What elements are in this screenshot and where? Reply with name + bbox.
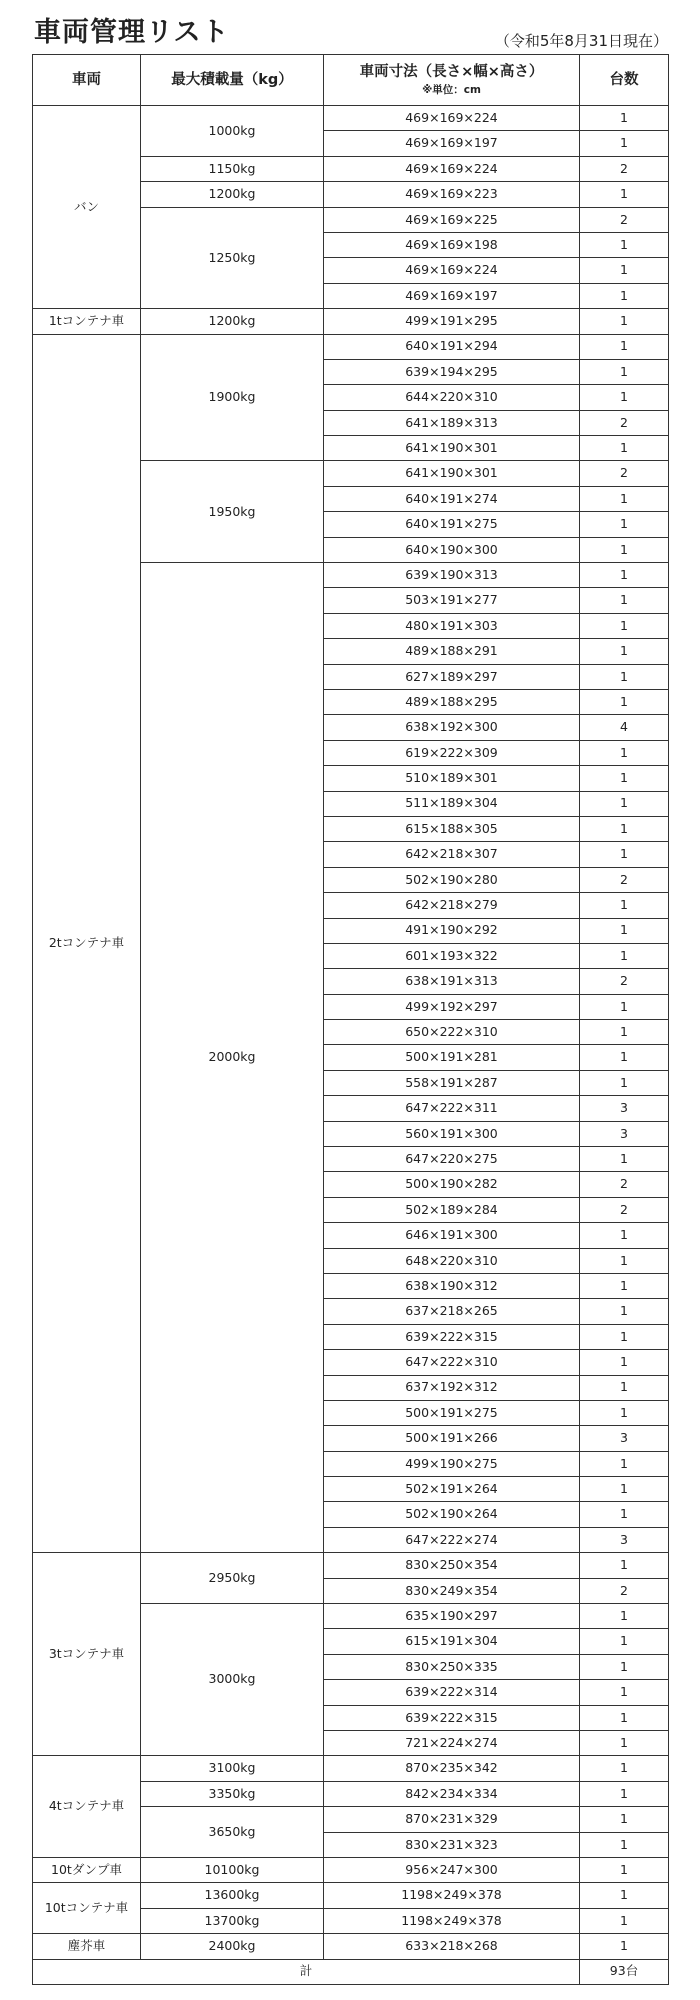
dimensions-cell: 639×194×295 bbox=[324, 359, 580, 384]
dimensions-cell: 956×247×300 bbox=[324, 1857, 580, 1882]
dimensions-cell: 615×191×304 bbox=[324, 1629, 580, 1654]
count-cell: 1 bbox=[580, 334, 669, 359]
count-cell: 1 bbox=[580, 842, 669, 867]
count-cell: 1 bbox=[580, 588, 669, 613]
vehicle-cell: 10tダンプ車 bbox=[33, 1857, 141, 1882]
count-cell: 1 bbox=[580, 918, 669, 943]
count-cell: 1 bbox=[580, 1070, 669, 1095]
count-cell: 1 bbox=[580, 816, 669, 841]
dimensions-cell: 469×169×197 bbox=[324, 131, 580, 156]
dimensions-cell: 633×218×268 bbox=[324, 1934, 580, 1959]
count-cell: 1 bbox=[580, 1350, 669, 1375]
count-cell: 1 bbox=[580, 1832, 669, 1857]
dimensions-cell: 480×191×303 bbox=[324, 613, 580, 638]
capacity-cell: 3350kg bbox=[141, 1781, 324, 1806]
count-cell: 2 bbox=[580, 867, 669, 892]
capacity-cell: 2000kg bbox=[141, 563, 324, 1553]
dimensions-cell: 638×192×300 bbox=[324, 715, 580, 740]
count-cell: 1 bbox=[580, 943, 669, 968]
count-cell: 1 bbox=[580, 1248, 669, 1273]
count-cell: 1 bbox=[580, 1299, 669, 1324]
count-cell: 1 bbox=[580, 1451, 669, 1476]
count-cell: 2 bbox=[580, 1578, 669, 1603]
total-label: 計 bbox=[33, 1959, 580, 1984]
dimensions-cell: 499×192×297 bbox=[324, 994, 580, 1019]
header-dimensions-label: 車両寸法（長さ×幅×高さ） bbox=[359, 63, 544, 80]
capacity-cell: 2950kg bbox=[141, 1553, 324, 1604]
count-cell: 3 bbox=[580, 1426, 669, 1451]
count-cell: 1 bbox=[580, 1857, 669, 1882]
dimensions-cell: 647×222×310 bbox=[324, 1350, 580, 1375]
capacity-cell: 3650kg bbox=[141, 1807, 324, 1858]
dimensions-cell: 511×189×304 bbox=[324, 791, 580, 816]
dimensions-cell: 642×218×279 bbox=[324, 893, 580, 918]
dimensions-cell: 842×234×334 bbox=[324, 1781, 580, 1806]
capacity-cell: 13700kg bbox=[141, 1908, 324, 1933]
dimensions-cell: 469×169×225 bbox=[324, 207, 580, 232]
dimensions-cell: 502×190×264 bbox=[324, 1502, 580, 1527]
table-row bbox=[33, 106, 669, 131]
count-cell: 1 bbox=[580, 994, 669, 1019]
count-cell: 3 bbox=[580, 1527, 669, 1552]
total-value: 93台 bbox=[580, 1959, 669, 1984]
header-row bbox=[33, 55, 669, 106]
dimensions-cell: 638×191×313 bbox=[324, 969, 580, 994]
count-cell: 1 bbox=[580, 893, 669, 918]
count-cell: 2 bbox=[580, 156, 669, 181]
dimensions-cell: 640×191×274 bbox=[324, 486, 580, 511]
header-capacity: 最大積載量（kg） bbox=[141, 55, 324, 106]
dimensions-cell: 491×190×292 bbox=[324, 918, 580, 943]
count-cell: 1 bbox=[580, 1883, 669, 1908]
count-cell: 1 bbox=[580, 258, 669, 283]
dimensions-cell: 870×235×342 bbox=[324, 1756, 580, 1781]
count-cell: 1 bbox=[580, 283, 669, 308]
table-row bbox=[33, 334, 669, 359]
table-body bbox=[33, 106, 669, 1960]
dimensions-cell: 639×222×315 bbox=[324, 1324, 580, 1349]
vehicle-cell: 2tコンテナ車 bbox=[33, 334, 141, 1553]
count-cell: 1 bbox=[580, 1807, 669, 1832]
table-row bbox=[33, 1756, 669, 1781]
table-row bbox=[33, 1553, 669, 1578]
count-cell: 1 bbox=[580, 486, 669, 511]
count-cell: 1 bbox=[580, 664, 669, 689]
dimensions-cell: 627×189×297 bbox=[324, 664, 580, 689]
dimensions-cell: 469×169×224 bbox=[324, 258, 580, 283]
capacity-cell: 3100kg bbox=[141, 1756, 324, 1781]
count-cell: 2 bbox=[580, 969, 669, 994]
dimensions-cell: 601×193×322 bbox=[324, 943, 580, 968]
count-cell: 1 bbox=[580, 182, 669, 207]
vehicle-cell: 1tコンテナ車 bbox=[33, 309, 141, 334]
table-row bbox=[33, 1934, 669, 1959]
count-cell: 1 bbox=[580, 131, 669, 156]
total-row bbox=[33, 1959, 669, 1984]
capacity-cell: 2400kg bbox=[141, 1934, 324, 1959]
vehicle-cell: バン bbox=[33, 106, 141, 309]
dimensions-cell: 870×231×329 bbox=[324, 1807, 580, 1832]
dimensions-cell: 639×222×314 bbox=[324, 1680, 580, 1705]
dimensions-cell: 1198×249×378 bbox=[324, 1883, 580, 1908]
count-cell: 1 bbox=[580, 1400, 669, 1425]
count-cell: 1 bbox=[580, 1020, 669, 1045]
vehicle-cell: 塵芥車 bbox=[33, 1934, 141, 1959]
count-cell: 1 bbox=[580, 1654, 669, 1679]
dimensions-cell: 635×190×297 bbox=[324, 1604, 580, 1629]
dimensions-cell: 637×192×312 bbox=[324, 1375, 580, 1400]
dimensions-cell: 721×224×274 bbox=[324, 1731, 580, 1756]
capacity-cell: 1250kg bbox=[141, 207, 324, 309]
dimensions-cell: 830×231×323 bbox=[324, 1832, 580, 1857]
dimensions-cell: 639×190×313 bbox=[324, 563, 580, 588]
capacity-cell: 3000kg bbox=[141, 1604, 324, 1756]
count-cell: 1 bbox=[580, 563, 669, 588]
count-cell: 1 bbox=[580, 1705, 669, 1730]
dimensions-cell: 500×190×282 bbox=[324, 1172, 580, 1197]
count-cell: 1 bbox=[580, 1934, 669, 1959]
dimensions-cell: 830×250×354 bbox=[324, 1553, 580, 1578]
dimensions-cell: 647×222×311 bbox=[324, 1096, 580, 1121]
dimensions-cell: 641×190×301 bbox=[324, 461, 580, 486]
vehicle-cell: 3tコンテナ車 bbox=[33, 1553, 141, 1756]
count-cell: 1 bbox=[580, 1553, 669, 1578]
count-cell: 2 bbox=[580, 207, 669, 232]
count-cell: 1 bbox=[580, 1629, 669, 1654]
dimensions-cell: 510×189×301 bbox=[324, 766, 580, 791]
vehicle-cell: 10tコンテナ車 bbox=[33, 1883, 141, 1934]
count-cell: 1 bbox=[580, 740, 669, 765]
count-cell: 1 bbox=[580, 436, 669, 461]
dimensions-cell: 647×222×274 bbox=[324, 1527, 580, 1552]
count-cell: 1 bbox=[580, 1375, 669, 1400]
dimensions-cell: 619×222×309 bbox=[324, 740, 580, 765]
count-cell: 1 bbox=[580, 1680, 669, 1705]
page-title: 車両管理リスト bbox=[34, 17, 230, 48]
capacity-cell: 1950kg bbox=[141, 461, 324, 563]
count-cell: 2 bbox=[580, 461, 669, 486]
dimensions-cell: 469×169×197 bbox=[324, 283, 580, 308]
count-cell: 1 bbox=[580, 613, 669, 638]
dimensions-cell: 469×169×223 bbox=[324, 182, 580, 207]
dimensions-cell: 648×220×310 bbox=[324, 1248, 580, 1273]
count-cell: 1 bbox=[580, 1324, 669, 1349]
dimensions-cell: 830×250×335 bbox=[324, 1654, 580, 1679]
dimensions-cell: 640×191×275 bbox=[324, 512, 580, 537]
count-cell: 1 bbox=[580, 1223, 669, 1248]
table-row bbox=[33, 309, 669, 334]
count-cell: 1 bbox=[580, 385, 669, 410]
count-cell: 2 bbox=[580, 410, 669, 435]
header-dimensions-unit: ※単位：cm bbox=[422, 84, 481, 96]
dimensions-cell: 499×191×295 bbox=[324, 309, 580, 334]
count-cell: 4 bbox=[580, 715, 669, 740]
header-count: 台数 bbox=[580, 55, 669, 106]
count-cell: 1 bbox=[580, 1756, 669, 1781]
dimensions-cell: 637×218×265 bbox=[324, 1299, 580, 1324]
dimensions-cell: 560×191×300 bbox=[324, 1121, 580, 1146]
dimensions-cell: 469×169×224 bbox=[324, 106, 580, 131]
count-cell: 1 bbox=[580, 537, 669, 562]
dimensions-cell: 641×190×301 bbox=[324, 436, 580, 461]
dimensions-cell: 499×190×275 bbox=[324, 1451, 580, 1476]
count-cell: 1 bbox=[580, 1908, 669, 1933]
dimensions-cell: 500×191×281 bbox=[324, 1045, 580, 1070]
dimensions-cell: 650×222×310 bbox=[324, 1020, 580, 1045]
as-of-date: （令和5年8月31日現在） bbox=[494, 32, 668, 50]
count-cell: 1 bbox=[580, 639, 669, 664]
dimensions-cell: 502×190×280 bbox=[324, 867, 580, 892]
dimensions-cell: 489×188×291 bbox=[324, 639, 580, 664]
capacity-cell: 13600kg bbox=[141, 1883, 324, 1908]
count-cell: 3 bbox=[580, 1096, 669, 1121]
dimensions-cell: 558×191×287 bbox=[324, 1070, 580, 1095]
capacity-cell: 1200kg bbox=[141, 182, 324, 207]
count-cell: 2 bbox=[580, 1172, 669, 1197]
dimensions-cell: 469×169×224 bbox=[324, 156, 580, 181]
count-cell: 1 bbox=[580, 512, 669, 537]
dimensions-cell: 644×220×310 bbox=[324, 385, 580, 410]
capacity-cell: 1900kg bbox=[141, 334, 324, 461]
vehicle-table bbox=[32, 54, 669, 1985]
dimensions-cell: 469×169×198 bbox=[324, 232, 580, 257]
count-cell: 1 bbox=[580, 1147, 669, 1172]
header-vehicle: 車両 bbox=[33, 55, 141, 106]
count-cell: 1 bbox=[580, 1502, 669, 1527]
dimensions-cell: 500×191×266 bbox=[324, 1426, 580, 1451]
count-cell: 1 bbox=[580, 232, 669, 257]
count-cell: 1 bbox=[580, 1477, 669, 1502]
count-cell: 1 bbox=[580, 1604, 669, 1629]
capacity-cell: 10100kg bbox=[141, 1857, 324, 1882]
count-cell: 1 bbox=[580, 309, 669, 334]
vehicle-cell: 4tコンテナ車 bbox=[33, 1756, 141, 1858]
header-dimensions bbox=[324, 55, 580, 106]
count-cell: 1 bbox=[580, 689, 669, 714]
count-cell: 1 bbox=[580, 359, 669, 384]
count-cell: 1 bbox=[580, 1731, 669, 1756]
dimensions-cell: 647×220×275 bbox=[324, 1147, 580, 1172]
dimensions-cell: 642×218×307 bbox=[324, 842, 580, 867]
dimensions-cell: 500×191×275 bbox=[324, 1400, 580, 1425]
dimensions-cell: 639×222×315 bbox=[324, 1705, 580, 1730]
dimensions-cell: 615×188×305 bbox=[324, 816, 580, 841]
count-cell: 1 bbox=[580, 1273, 669, 1298]
capacity-cell: 1200kg bbox=[141, 309, 324, 334]
count-cell: 1 bbox=[580, 106, 669, 131]
table-row bbox=[33, 1857, 669, 1882]
dimensions-cell: 502×189×284 bbox=[324, 1197, 580, 1222]
dimensions-cell: 641×189×313 bbox=[324, 410, 580, 435]
count-cell: 3 bbox=[580, 1121, 669, 1146]
dimensions-cell: 830×249×354 bbox=[324, 1578, 580, 1603]
dimensions-cell: 640×191×294 bbox=[324, 334, 580, 359]
dimensions-cell: 640×190×300 bbox=[324, 537, 580, 562]
dimensions-cell: 502×191×264 bbox=[324, 1477, 580, 1502]
dimensions-cell: 646×191×300 bbox=[324, 1223, 580, 1248]
capacity-cell: 1150kg bbox=[141, 156, 324, 181]
dimensions-cell: 503×191×277 bbox=[324, 588, 580, 613]
capacity-cell: 1000kg bbox=[141, 106, 324, 157]
table-row bbox=[33, 1883, 669, 1908]
count-cell: 1 bbox=[580, 1781, 669, 1806]
count-cell: 1 bbox=[580, 791, 669, 816]
count-cell: 1 bbox=[580, 1045, 669, 1070]
dimensions-cell: 489×188×295 bbox=[324, 689, 580, 714]
count-cell: 2 bbox=[580, 1197, 669, 1222]
dimensions-cell: 1198×249×378 bbox=[324, 1908, 580, 1933]
dimensions-cell: 638×190×312 bbox=[324, 1273, 580, 1298]
count-cell: 1 bbox=[580, 766, 669, 791]
